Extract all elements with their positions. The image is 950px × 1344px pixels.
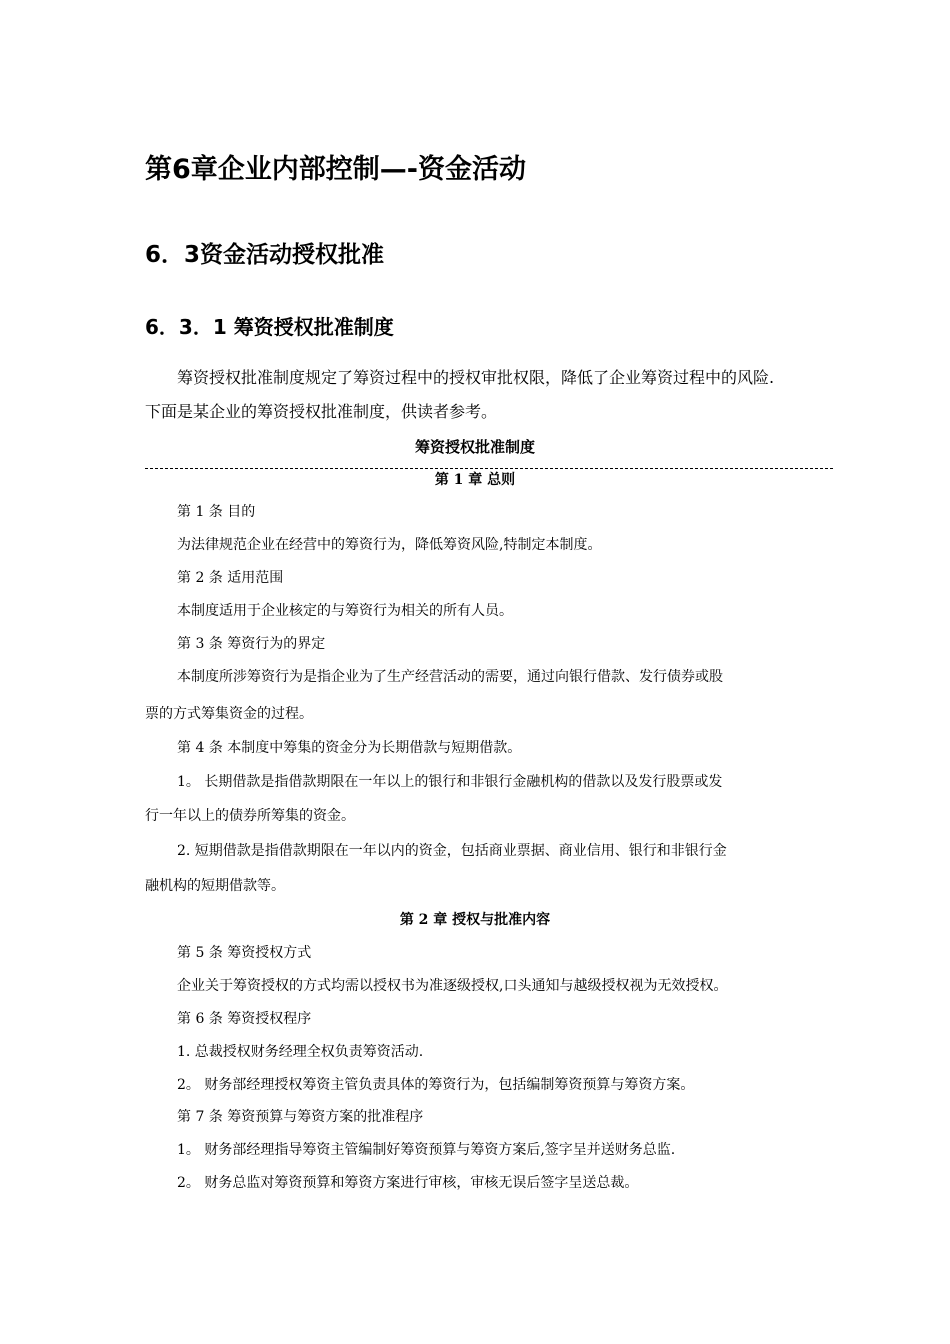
article-line: 融机构的短期借款等。 bbox=[145, 878, 285, 894]
article-line: 1。 财务部经理指导筹资主管编制好筹资预算与筹资方案后,签字呈并送财务总监. bbox=[177, 1142, 676, 1158]
article-line: 2。 财务总监对筹资预算和筹资方案进行审核，审核无误后签字呈送总裁。 bbox=[177, 1175, 639, 1191]
intro-line-1: 筹资授权批准制度规定了筹资过程中的授权审批权限，降低了企业筹资过程中的风险. bbox=[177, 368, 775, 387]
intro-line-2: 下面是某企业的筹资授权批准制度，供读者参考。 bbox=[145, 402, 498, 421]
article-line: 第 5 条 筹资授权方式 bbox=[177, 945, 312, 961]
section-heading: 6．3资金活动授权批准 bbox=[145, 242, 385, 268]
chapter-1-title: 第 1 章 总则 bbox=[434, 472, 516, 488]
article-line: 本制度所涉筹资行为是指企业为了生产经营活动的需要，通过向银行借款、发行债券或股 bbox=[177, 669, 723, 685]
article-line: 企业关于筹资授权的方式均需以授权书为准逐级授权,口头通知与越级授权视为无效授权。 bbox=[177, 978, 728, 994]
article-line: 第 6 条 筹资授权程序 bbox=[177, 1011, 312, 1027]
article-line: 2。 财务部经理授权筹资主管负责具体的筹资行为，包括编制筹资预算与筹资方案。 bbox=[177, 1077, 695, 1093]
subsection-heading: 6．3．1 筹资授权批准制度 bbox=[145, 315, 394, 339]
article-line: 第 3 条 筹资行为的界定 bbox=[177, 636, 326, 652]
article-line: 行一年以上的债券所筹集的资金。 bbox=[145, 808, 355, 824]
article-line: 2. 短期借款是指借款期限在一年以内的资金，包括商业票据、商业信用、银行和非银行金 bbox=[177, 843, 727, 859]
article-line: 票的方式筹集资金的过程。 bbox=[145, 706, 313, 722]
chapter-2-title: 第 2 章 授权与批准内容 bbox=[399, 912, 551, 928]
article-line: 第 1 条 目的 bbox=[177, 504, 256, 520]
article-line: 为法律规范企业在经营中的筹资行为，降低筹资风险,特制定本制度。 bbox=[177, 537, 602, 553]
article-line: 1. 总裁授权财务经理全权负责筹资活动. bbox=[177, 1044, 424, 1060]
article-line: 第 4 条 本制度中筹集的资金分为长期借款与短期借款。 bbox=[177, 740, 522, 756]
document-title: 筹资授权批准制度 bbox=[414, 438, 535, 456]
dashed-divider bbox=[145, 468, 833, 469]
chapter-heading: 第6章企业内部控制—-资金活动 bbox=[145, 154, 526, 185]
article-line: 1。 长期借款是指借款期限在一年以上的银行和非银行金融机构的借款以及发行股票或发 bbox=[177, 774, 723, 790]
article-line: 第 2 条 适用范围 bbox=[177, 570, 284, 586]
article-line: 第 7 条 筹资预算与筹资方案的批准程序 bbox=[177, 1109, 424, 1125]
article-line: 本制度适用于企业核定的与筹资行为相关的所有人员。 bbox=[177, 603, 513, 619]
